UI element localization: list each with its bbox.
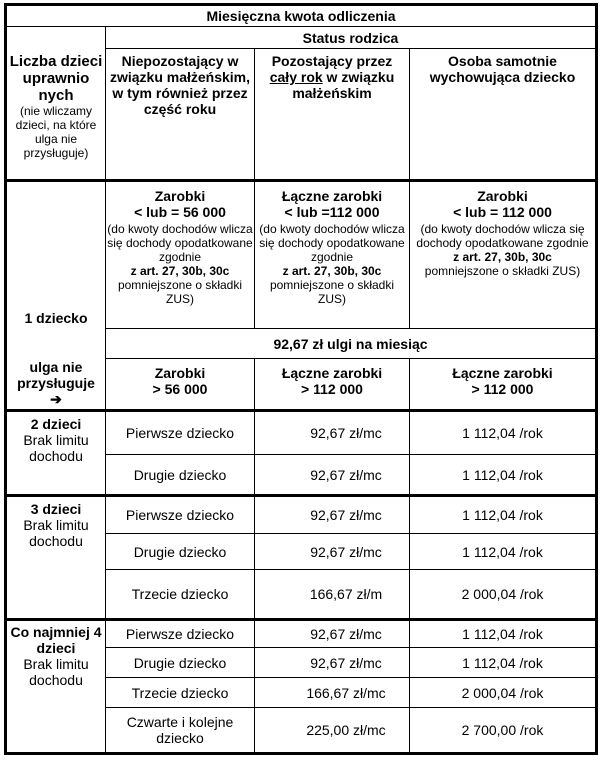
child-name: Czwarte i kolejne dziecko: [106, 708, 255, 754]
deduction-table-container: [4, 3, 595, 755]
yearly-amount: 1 112,04 /rok: [410, 455, 597, 496]
over-value: > 112 000: [471, 381, 534, 397]
group-four-plus-children: [6, 620, 106, 754]
limit-article: z art. 27, 30b, 30c: [453, 250, 552, 264]
limit-head: Zarobki: [477, 188, 528, 204]
child-name: Drugie dziecko: [106, 534, 255, 570]
limit-head: Zarobki: [154, 188, 206, 204]
group-label: 2 dzieci: [30, 416, 82, 432]
group-sub: Brak limitu dochodu: [23, 432, 89, 464]
over-limit-single-parent: [410, 359, 597, 411]
child-name: Trzecie dziecko: [106, 570, 255, 620]
col-single-parent-header: Osoba samotnie wychowująca dziecko: [410, 49, 597, 181]
limit-article: z art. 27, 30b, 30c: [282, 264, 382, 278]
child-name: Drugie dziecko: [106, 455, 255, 496]
monthly-amount: 92,67 zł/mc: [255, 534, 410, 570]
over-head: Łączne zarobki: [452, 365, 553, 381]
monthly-amount: 92,67 zł/mc: [255, 455, 410, 496]
group-label: Co najmniej 4 dzieci: [10, 624, 102, 656]
limit-note-zus: pomniejszone o składki ZUS): [424, 264, 581, 278]
group-two-children: [6, 411, 106, 496]
over-limit-married: [255, 359, 410, 411]
limit-note-zus: pomniejszone o składki ZUS): [117, 278, 243, 306]
limit-value: < lub = 112 000: [453, 204, 552, 220]
limit-note: (do kwoty dochodów wlicza się dochody opodatkowane zgodnie: [107, 222, 253, 264]
monthly-amount: 92,67 zł/mc: [255, 648, 410, 678]
monthly-amount: 166,67 zł/mc: [255, 678, 410, 708]
relief-amount: 92,67 zł ulgi na miesiąc: [106, 329, 597, 359]
yearly-amount: 2 000,04 /rok: [410, 570, 597, 620]
col-unmarried-header: Niepozostający w związku małżeńskim, w tym również przez część roku: [106, 49, 255, 181]
group-sub: Brak limitu dochodu: [23, 656, 89, 688]
child-name: Pierwsze dziecko: [106, 496, 255, 534]
monthly-amount: 92,67 zł/mc: [255, 496, 410, 534]
arrow-right-icon: ➔: [50, 391, 62, 407]
limit-cell-single-parent: [410, 181, 597, 329]
limit-value: < lub =112 000: [284, 204, 380, 220]
children-count-header: [6, 27, 106, 181]
yearly-amount: 2 700,00 /rok: [410, 708, 597, 754]
yearly-amount: 1 112,04 /rok: [410, 411, 597, 455]
monthly-amount: 92,67 zł/mc: [255, 620, 410, 648]
col-married-header: [255, 49, 410, 181]
limit-head: Łączne zarobki: [281, 188, 383, 204]
one-child-label: 1 dziecko: [24, 310, 88, 326]
limit-cell-unmarried: [106, 181, 255, 329]
children-count-note: (nie wliczamy dzieci, na które ulga nie przysługuje): [15, 104, 97, 160]
monthly-amount: 92,67 zł/mc: [255, 411, 410, 455]
table-title: Miesięczna kwota odliczenia: [6, 5, 597, 27]
yearly-amount: 1 112,04 /rok: [410, 620, 597, 648]
group-three-children: [6, 496, 106, 620]
child-name: Drugie dziecko: [106, 648, 255, 678]
child-name: Trzecie dziecko: [106, 678, 255, 708]
limit-note-zus: pomniejszone o składki ZUS): [269, 278, 395, 306]
limit-article: z art. 27, 30b, 30c: [130, 264, 230, 278]
one-child-cell: [6, 181, 106, 411]
group-sub: Brak limitu dochodu: [23, 517, 89, 549]
child-name: Pierwsze dziecko: [106, 411, 255, 455]
over-value: > 56 000: [152, 381, 208, 397]
monthly-amount: 225,00 zł/mc: [255, 708, 410, 754]
col-married-underlined: cały rok: [269, 69, 323, 85]
yearly-amount: 2 000,04 /rok: [410, 678, 597, 708]
limit-cell-married: [255, 181, 410, 329]
limit-note: (do kwoty dochodów wlicza się dochody opodatkowane zgodnie: [259, 222, 405, 264]
over-head: Łączne zarobki: [281, 365, 383, 381]
over-value: > 112 000: [301, 381, 363, 397]
parent-status-header: Status rodzica: [106, 27, 597, 49]
child-name: Pierwsze dziecko: [106, 620, 255, 648]
yearly-amount: 1 112,04 /rok: [410, 496, 597, 534]
limit-note: (do kwoty dochodów wlicza się dochody opodatkowane zgodnie: [416, 222, 589, 250]
no-relief-label: ulga nie przysługuje: [17, 359, 95, 391]
col-married-pre: Pozostający przez: [271, 53, 393, 69]
monthly-amount: 166,67 zł/m: [255, 570, 410, 620]
children-count-title: Liczba dzieci uprawnio nych: [9, 53, 103, 104]
col-married-post: w związku małżeńskim: [292, 69, 395, 101]
group-label: 3 dzieci: [30, 501, 82, 517]
yearly-amount: 1 112,04 /rok: [410, 534, 597, 570]
limit-value: < lub = 56 000: [134, 204, 226, 220]
yearly-amount: 1 112,04 /rok: [410, 648, 597, 678]
over-limit-unmarried: [106, 359, 255, 411]
over-head: Zarobki: [154, 365, 206, 381]
deduction-table: [4, 3, 598, 755]
